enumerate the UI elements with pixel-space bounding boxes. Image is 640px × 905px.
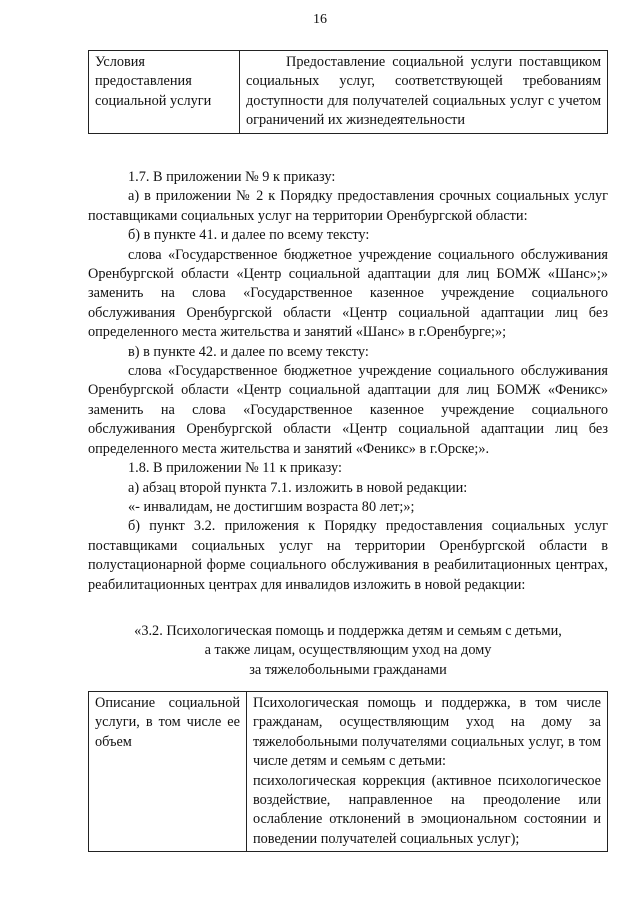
conditions-value-cell bbox=[240, 51, 608, 134]
paragraph: слова «Государственное бюджетное учреждение социального обслуживания Оренбургской области «Центр социальной адаптации для лиц БОМЖ «Шанс»;» заменить на слова «Государственное казенное учреждение социального обслуживания Оренбургской области «Центр социальной адаптации лиц без определенного места жительства и занятий «Шанс» в г.Оренбурге;»; bbox=[88, 246, 608, 341]
paragraph: слова «Государственное бюджетное учреждение социального обслуживания Оренбургской области «Центр социальной адаптации для лиц БОМЖ «Феникс» заменить на слова «Государственное казенное учреждение социального обслуживания Оренбургской области «Центр социальной адаптации лиц без определенного места жительства и занятий «Феникс» в г.Орске;». bbox=[88, 363, 608, 457]
service-conditions-table bbox=[88, 50, 608, 134]
paragraph: в) в пункте 42. и далее по всему тексту: bbox=[128, 343, 369, 360]
conditions-value: Предоставление социальной услуги поставщиком социальных услуг, соответствующей требованиям доступности для получателей социальных услуг с учетом ограничений их жизнедеятельности bbox=[246, 54, 601, 129]
paragraph: «- инвалидам, не достигшим возраста 80 лет;»; bbox=[128, 498, 415, 515]
description-paragraph: психологическая коррекция (активное психологическое воздействие, направленное на преодоление или ослабление отклонений в эмоциональном состоянии и поведении получателей социальных услуг); bbox=[253, 772, 601, 847]
heading-line: за тяжелобольными гражданами bbox=[249, 661, 447, 678]
heading-line: «3.2. Психологическая помощь и поддержка детям и семьям с детьми, bbox=[134, 623, 562, 639]
table-row bbox=[89, 51, 608, 134]
paragraph: 1.8. В приложении № 11 к приказу: bbox=[128, 460, 342, 477]
table-row bbox=[89, 692, 608, 852]
description-label-cell bbox=[89, 692, 247, 852]
paragraph: б) в пункте 41. и далее по всему тексту: bbox=[128, 227, 370, 244]
amendment-text bbox=[88, 168, 608, 595]
paragraph: 1.7. В приложении № 9 к приказу: bbox=[128, 169, 336, 185]
description-label: Описание социальной услуги, в том числе ее объем bbox=[95, 695, 240, 750]
paragraph: а) абзац второй пункта 7.1. изложить в новой редакции: bbox=[128, 479, 468, 496]
description-value-cell bbox=[247, 692, 608, 852]
description-paragraph: Психологическая помощь и поддержка, в том числе гражданам, осуществляющим уход на дому за тяжелобольными получателями социальных услуг, в том числе детям и семьям с детьми: bbox=[253, 695, 601, 770]
service-description-table bbox=[88, 691, 608, 852]
page-number: 16 bbox=[313, 12, 327, 27]
conditions-label: Условия предоставления социальной услуги bbox=[95, 54, 212, 109]
heading-line: а также лицам, осуществляющим уход на дому bbox=[204, 642, 492, 659]
paragraph: а) в приложении № 2 к Порядку предоставления срочных социальных услуг поставщиками социальных услуг на территории Оренбургской области: bbox=[88, 188, 608, 224]
paragraph: б) пункт 3.2. приложения к Порядку предоставления социальных услуг поставщиками социальных услуг на территории Оренбургской области в полустационарной форме социального обслуживания в реабилитационных центрах, реабилитационных центрах для инвалидов изложить в новой редакции: bbox=[88, 518, 608, 593]
section-heading bbox=[88, 622, 608, 680]
conditions-label-cell bbox=[89, 51, 240, 134]
